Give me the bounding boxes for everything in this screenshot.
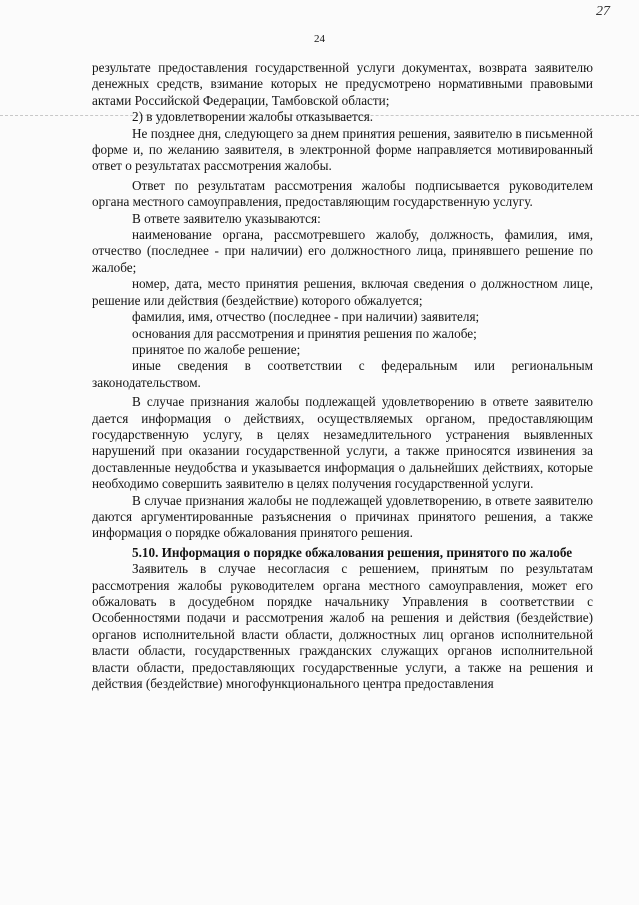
paragraph: В случае признания жалобы подлежащей удовлетворению в ответе заявителю дается информация о действиях, осуществляемых органом, предоставляющим государственную услугу, в целях незамедлительного устранения выявленных нарушений при оказании государственной услуги, а также приносятся извинения за доставленные неудобства и указывается информация о дальнейших действиях, которые необходимо совершить заявителю в целях получения государственной услуги. [92, 394, 593, 492]
section-heading: 5.10. Информация о порядке обжалования решения, принятого по жалобе [132, 544, 573, 560]
paragraph: результате предоставления государственной услуги документах, возврата заявителю денежных средств, взимание которых не предусмотрено нормативными правовыми актами Российской Федерации, Тамбовской области; [92, 60, 593, 108]
list-item: номер, дата, место принятия решения, включая сведения о должностном лице, решение или действия (бездействие) которого обжалуется; [92, 276, 593, 308]
section-paragraph: Заявитель в случае несогласия с решением, принятым по результатам рассмотрения жалобы руководителем органа местного самоуправления, может его обжаловать в досудебном порядке начальнику Управления в соответствии с Особенностями подачи и рассмотрения жалоб на решения и действия (бездействие) органов исполнительной власти области, должностных лиц органов исполнительной власти области, государственных гражданских служащих органов исполнительной власти области, предоставляющих государственные услуги, а также на решения и действия (бездействие) многофункционального центра предоставления [92, 561, 593, 692]
list-item: принятое по жалобе решение; [132, 341, 301, 357]
paragraph: Ответ по результатам рассмотрения жалобы подписывается руководителем органа местного самоуправления, предоставляющим государственную услугу. [92, 177, 593, 210]
document-body [92, 60, 593, 692]
list-item: наименование органа, рассмотревшего жалобу, должность, фамилия, имя, отчество (последнее - при наличии) его должностного лица, принявшего решение по жалобе; [92, 227, 593, 275]
paragraph: 2) в удовлетворении жалобы отказывается. [132, 109, 374, 125]
list-item: иные сведения в соответствии с федеральным или региональным законодательством. [92, 358, 593, 390]
list-item: фамилия, имя, отчество (последнее - при наличии) заявителя; [132, 309, 480, 325]
paragraph: В случае признания жалобы не подлежащей удовлетворению, в ответе заявителю даются аргументированные разъяснения о причинах принятого решения, а также информация о порядке обжалования принятого решения. [92, 492, 593, 541]
paragraph: В ответе заявителю указываются: [132, 210, 321, 226]
paragraph: Не позднее дня, следующего за днем принятия решения, заявителю в письменной форме и, по желанию заявителя, в электронной форме направляется мотивированный ответ о результатах рассмотрения жалобы. [92, 125, 593, 174]
page-number: 24 [314, 33, 325, 45]
handwritten-page-mark: 27 [596, 4, 610, 19]
list-item: основания для рассмотрения и принятия решения по жалобе; [132, 325, 477, 341]
